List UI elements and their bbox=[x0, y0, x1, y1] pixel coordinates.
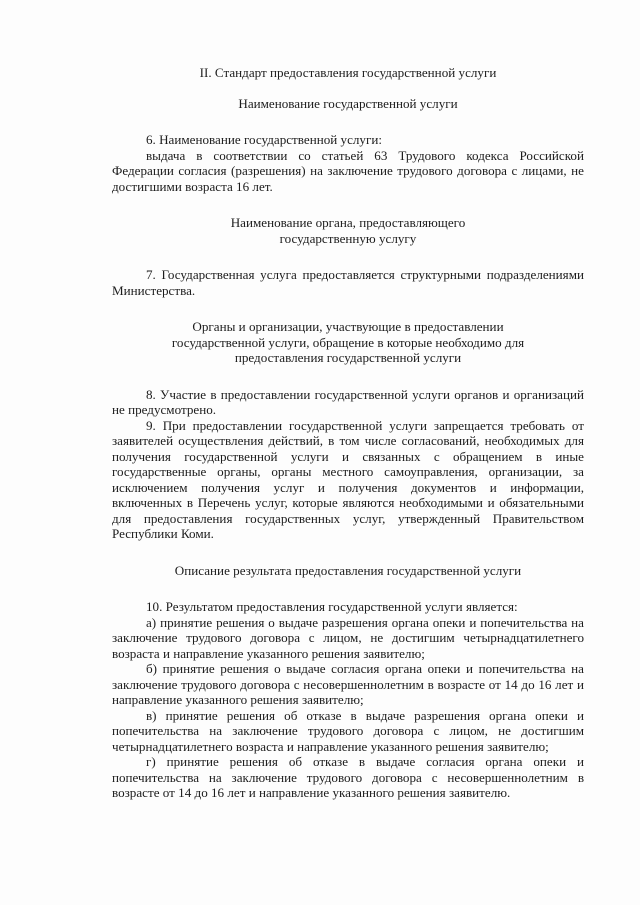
subsection-heading-service-name: Наименование государственной услуги bbox=[238, 95, 458, 111]
item-10-v: в) принятие решения об отказе в выдаче разрешения органа опеки и попечительства на заключение трудового договора с лицом, не достигшим четырнадцатилетнего возраста и направление указанного решения заявителю; bbox=[112, 707, 584, 754]
item-10-b: б) принятие решения о выдаче согласия органа опеки и попечительства на заключение трудового договора с несовершеннолетним в возрасте от 14 до 16 лет и направление указанного решения заявителю; bbox=[112, 661, 584, 707]
subsection-heading-result: Описание результата предоставления государственной услуги bbox=[174, 562, 522, 578]
item-6-text: выдача в соответствии со статьей 63 Трудового кодекса Российской Федерации согласия (разрешения) на заключение трудового договора с лицами, не достигшими возраста 16 лет. bbox=[112, 147, 584, 194]
item-10-a: а) принятие решения о выдаче разрешения органа опеки и попечительства на заключение трудового договора с лицом, не достигшим четырнадцатилетнего возраста и направление указанного решения заявителю; bbox=[112, 614, 584, 661]
item-9-text: 9. При предоставлении государственной услуги запрещается требовать от заявителей осуществления действий, в том числе согласований, необходимых для получения государственной услуги и связанных с обращением в иные государственные органы, органы местного самоуправления, организации, за исключением получения услуг и получения документов и информации, включенных в Перечень услуг, которые являются необходимыми и обязательными для предоставления государственных услуг, утвержденный Правительством Республики Коми. bbox=[112, 417, 584, 541]
item-10-title: 10. Результатом предоставления государственной услуги является: bbox=[146, 599, 518, 614]
subsection-heading-orgs-line2: государственной услуги, обращение в которые необходимо для bbox=[171, 334, 525, 350]
subsection-heading-organ-line2: государственную услугу bbox=[279, 230, 417, 246]
item-8-text: 8. Участие в предоставлении государственной услуги органов и организаций не предусмотрено. bbox=[112, 386, 584, 417]
item-7-text: 7. Государственная услуга предоставляется структурными подразделениями Министерства. bbox=[112, 267, 584, 298]
subsection-heading-organ-line1: Наименование органа, предоставляющего bbox=[230, 215, 466, 230]
item-6-title: 6. Наименование государственной услуги: bbox=[146, 132, 382, 147]
subsection-heading-orgs-line1: Органы и организации, участвующие в предоставлении bbox=[192, 319, 504, 334]
document-body bbox=[112, 60, 584, 801]
section-title: II. Стандарт предоставления государственной услуги bbox=[199, 65, 497, 80]
item-10-g: г) принятие решения об отказе в выдаче согласия органа опеки и попечительства на заключение трудового договора с несовершеннолетним в возрасте от 14 до 16 лет и направление указанного решения заявителю. bbox=[112, 754, 584, 800]
subsection-heading-orgs-line3: предоставления государственной услуги bbox=[234, 350, 462, 365]
